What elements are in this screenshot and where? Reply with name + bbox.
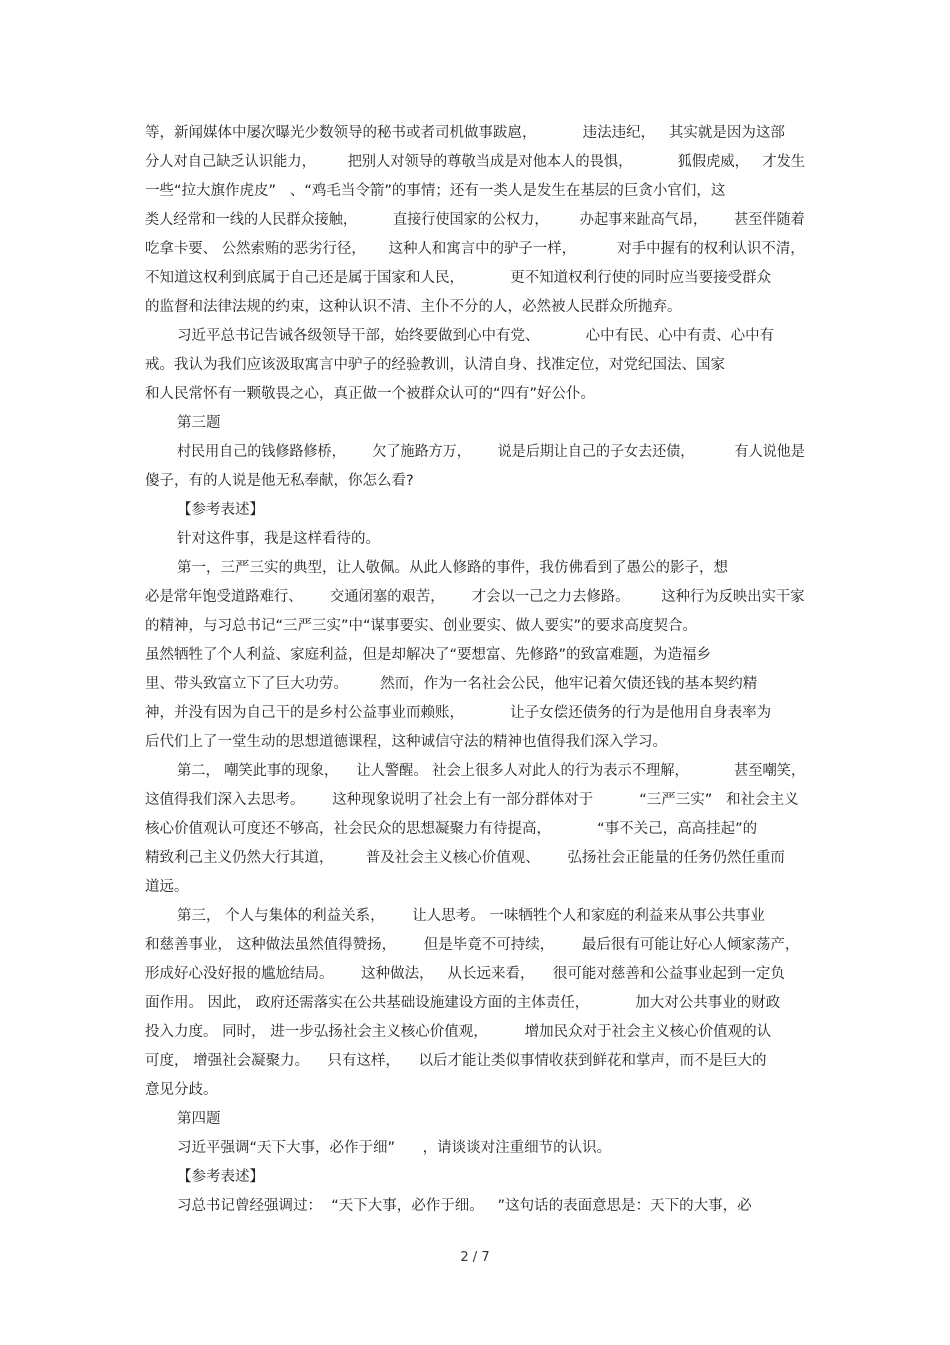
text-line: 面作用。 因此， 政府还需落实在公共基础设施建设方面的主体责任， 加大对公共事业的财政 — [145, 995, 781, 1011]
text-line: 可度， 增强社会凝聚力。 只有这样， 以后才能让类似事情收获到鲜花和掌声，而不是巨大的 — [145, 1053, 767, 1069]
text-line: 村民用自己的钱修路修桥， 欠了施路方万， 说是后期让自己的子女去还债， 有人说他是 — [177, 444, 805, 460]
reference-heading: 【参考表述】 — [177, 1169, 264, 1185]
reference-heading: 【参考表述】 — [177, 502, 264, 518]
text-line: 投入力度。 同时， 进一步弘扬社会主义核心价值观， 增加民众对于社会主义核心价值观的认 — [145, 1024, 772, 1040]
text-line: 第三， 个人与集体的利益关系， 让人思考。 一味牺牲个人和家庭的利益来从事公共事业 — [177, 908, 765, 924]
text-line: 道远。 — [145, 879, 189, 895]
text-line: 傻子，有的人说是他无私奉献，你怎么看? — [145, 473, 414, 489]
text-line: 形成好心没好报的尴尬结局。 这种做法， 从长远来看， 很可能对慈善和公益事业起到一定负 — [145, 966, 785, 982]
text-line: 的监督和法律法规的约束，这种认识不清、主仆不分的人，必然被人民群众所抛弃。 — [145, 299, 682, 315]
text-line: 和慈善事业， 这种做法虽然值得赞扬， 但是毕竟不可持续， 最后很有可能让好心人倾家荡产， — [145, 937, 800, 953]
text-line: 不知道这权利到底属于自己还是属于国家和人民， 更不知道权利行使的同时应当要接受群众 — [145, 270, 772, 286]
text-line: 等，新闻媒体中屡次曝光少数领导的秘书或者司机做事跋扈， 违法违纪， 其实就是因为这部 — [145, 125, 785, 141]
text-line: 吃拿卡要、 公然索贿的恶劣行径， 这种人和寓言中的驴子一样， 对手中握有的权利认识不清， — [145, 241, 805, 257]
section-heading: 第三题 — [177, 415, 221, 431]
text-line: 习近平强调“天下大事，必作于细” ，请谈谈对注重细节的认识。 — [177, 1140, 612, 1156]
text-line: 戒。我认为我们应该汲取寓言中驴子的经验教训，认清自身、找准定位，对党纪国法、国家 — [145, 357, 725, 373]
text-line: 精致利己主义仍然大行其道， 普及社会主义核心价值观、 弘扬社会正能量的任务仍然任重而 — [145, 850, 785, 866]
text-line: 的精神，与习总书记“三严三实”中“谋事要实、创业要实、做人要实”的要求高度契合。 — [145, 618, 698, 634]
text-line: 习总书记曾经强调过： “天下大事，必作于细。 ”这句话的表面意思是：天下的大事，必 — [177, 1198, 752, 1214]
text-line: 针对这件事，我是这样看待的。 — [177, 531, 380, 547]
text-line: 类人经常和一线的人民群众接触， 直接行使国家的公权力， 办起事来趾高气昂， 甚至伴随着 — [145, 212, 805, 228]
page-number: 2 / 7 — [460, 1250, 490, 1265]
text-line: 核心价值观认可度还不够高，社会民众的思想凝聚力有待提高， “事不关己，高高挂起”的 — [145, 821, 758, 837]
text-line: 虽然牺牲了个人利益、家庭利益，但是却解决了“要想富、先修路”的致富难题，为造福乡 — [145, 647, 712, 663]
text-line: 后代们上了一堂生动的思想道德课程，这种诚信守法的精神也值得我们深入学习。 — [145, 734, 667, 750]
section-heading: 第四题 — [177, 1111, 221, 1127]
text-line: 一些“拉大旗作虎皮” 、“鸡毛当令箭”的事情；还有一类人是发生在基层的巨贪小官们，这 — [145, 183, 726, 199]
text-line: 里、带头致富立下了巨大功劳。 然而，作为一名社会公民，他牢记着欠债还钱的基本契约精 — [145, 676, 758, 692]
text-line: 这值得我们深入去思考。 这种现象说明了社会上有一部分群体对于 “三严三实” 和社会主义 — [145, 792, 799, 808]
text-line: 分人对自己缺乏认识能力， 把别人对领导的尊敬当成是对他本人的畏惧， 狐假虎威， 才发生 — [145, 154, 806, 170]
text-line: 神，并没有因为自己干的是乡村公益事业而赖账， 让子女偿还债务的行为是他用自身表率为 — [145, 705, 772, 721]
text-line: 必是常年饱受道路难行、 交通闭塞的艰苦， 才会以一己之力去修路。 这种行为反映出实干家 — [145, 589, 805, 605]
text-line: 习近平总书记告诫各级领导干部，始终要做到心中有党、 心中有民、心中有责、心中有 — [177, 328, 775, 344]
text-line: 和人民常怀有一颗敬畏之心，真正做一个被群众认可的“四有”好公仆。 — [145, 386, 596, 402]
text-line: 意见分歧。 — [145, 1082, 218, 1098]
text-line: 第二， 嘲笑此事的现象， 让人警醒。 社会上很多人对此人的行为表示不理解， 甚至嘲笑， — [177, 763, 806, 779]
text-line: 第一，三严三实的典型，让人敬佩。从此人修路的事件，我仿佛看到了愚公的影子，想 — [177, 560, 728, 576]
